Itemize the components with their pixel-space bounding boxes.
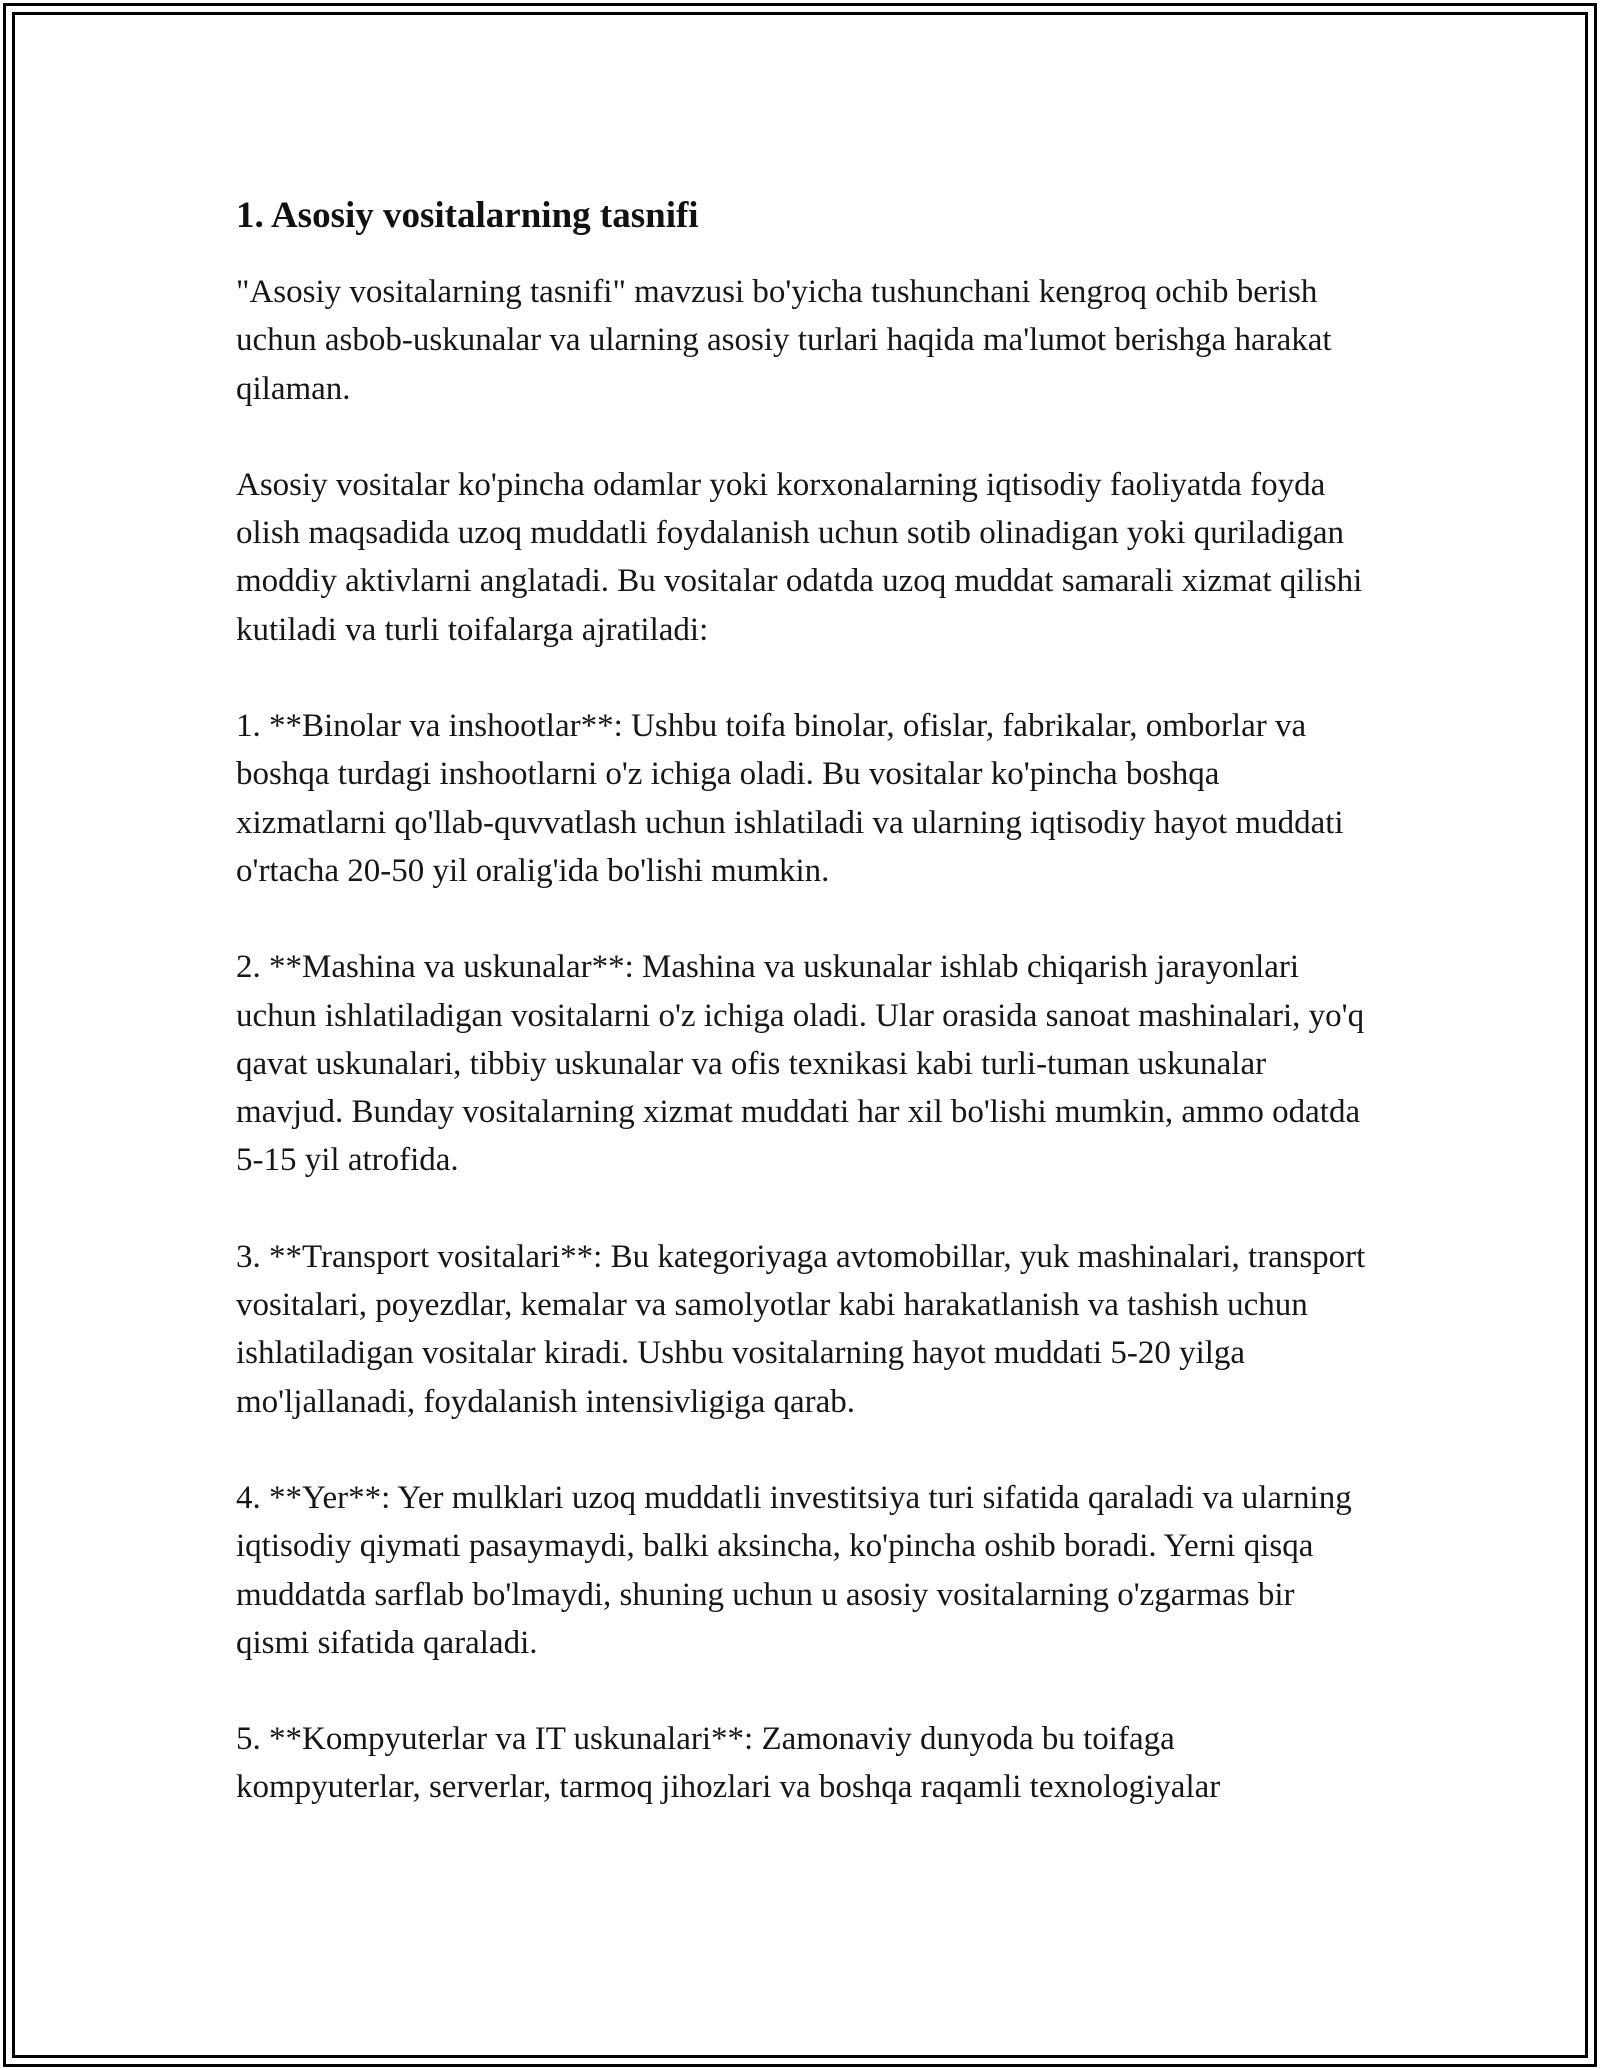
intro-paragraph: "Asosiy vositalarning tasnifi" mavzusi bo'yicha tushunchani kengroq ochib berish uchun asbob-uskunalar va ularning asosiy turlari haqida ma'lumot berishga harakat qilaman. [236, 274, 1332, 407]
document-heading: 1. Asosiy vositalarning tasnifi [236, 195, 699, 236]
list-item-land: 4. **Yer**: Yer mulklari uzoq muddatli investitsiya turi sifatida qaraladi va ularning iqtisodiy qiymati pasaymaydi, balki aksincha, ko'pincha oshib boradi. Yerni qisqa muddatda sarflab bo'lmaydi, shuning uchun u asosiy vositalarning o'zgarmas bir qismi sifatida qaraladi. [236, 1479, 1352, 1661]
definition-paragraph: Asosiy vositalar ko'pincha odamlar yoki korxonalarning iqtisodiy faoliyatda foyda olish maqsadida uzoq muddatli foydalanish uchun sotib olinadigan yoki quriladigan moddiy aktivlarni anglatadi. Bu vositalar odatda uzoq muddat samarali xizmat qilishi kutiladi va turli toifalarga ajratiladi: [236, 466, 1363, 648]
list-item-transport: 3. **Transport vositalari**: Bu kategoriyaga avtomobillar, yuk mashinalari, transport vositalari, poyezdlar, kemalar va samolyotlar kabi harakatlanish va tashish uchun ishlatiladigan vositalar kiradi. Ushbu vositalarning hayot muddati 5-20 yilga mo'ljallanadi, foydalanish intensivligiga qarab. [236, 1238, 1366, 1420]
list-item-buildings: 1. **Binolar va inshootlar**: Ushbu toifa binolar, ofislar, fabrikalar, omborlar va boshqa turdagi inshootlarni o'z ichiga oladi. Bu vositalar ko'pincha boshqa xizmatlarni qo'llab-quvvatlash uchun ishlatiladi va ularning iqtisodiy hayot muddati o'rtacha 20-50 yil oralig'ida bo'lishi mumkin. [236, 708, 1344, 889]
list-item-machinery: 2. **Mashina va uskunalar**: Mashina va uskunalar ishlab chiqarish jarayonlari uchun ishlatiladigan vositalarni o'z ichiga oladi. Ular orasida sanoat mashinalari, yo'q qavat uskunalari, tibbiy uskunalar va ofis texnikasi kabi turli-tuman uskunalar mavjud. Bunday vositalarning xizmat muddati har xil bo'lishi mumkin, ammo odatda 5-15 yil atrofida. [236, 949, 1365, 1179]
list-item-computers: 5. **Kompyuterlar va IT uskunalari**: Zamonaviy dunyoda bu toifaga kompyuterlar, serverlar, tarmoq jihozlari va boshqa raqamli texnologiyalar [236, 1721, 1221, 1806]
document-body [236, 188, 1366, 1812]
